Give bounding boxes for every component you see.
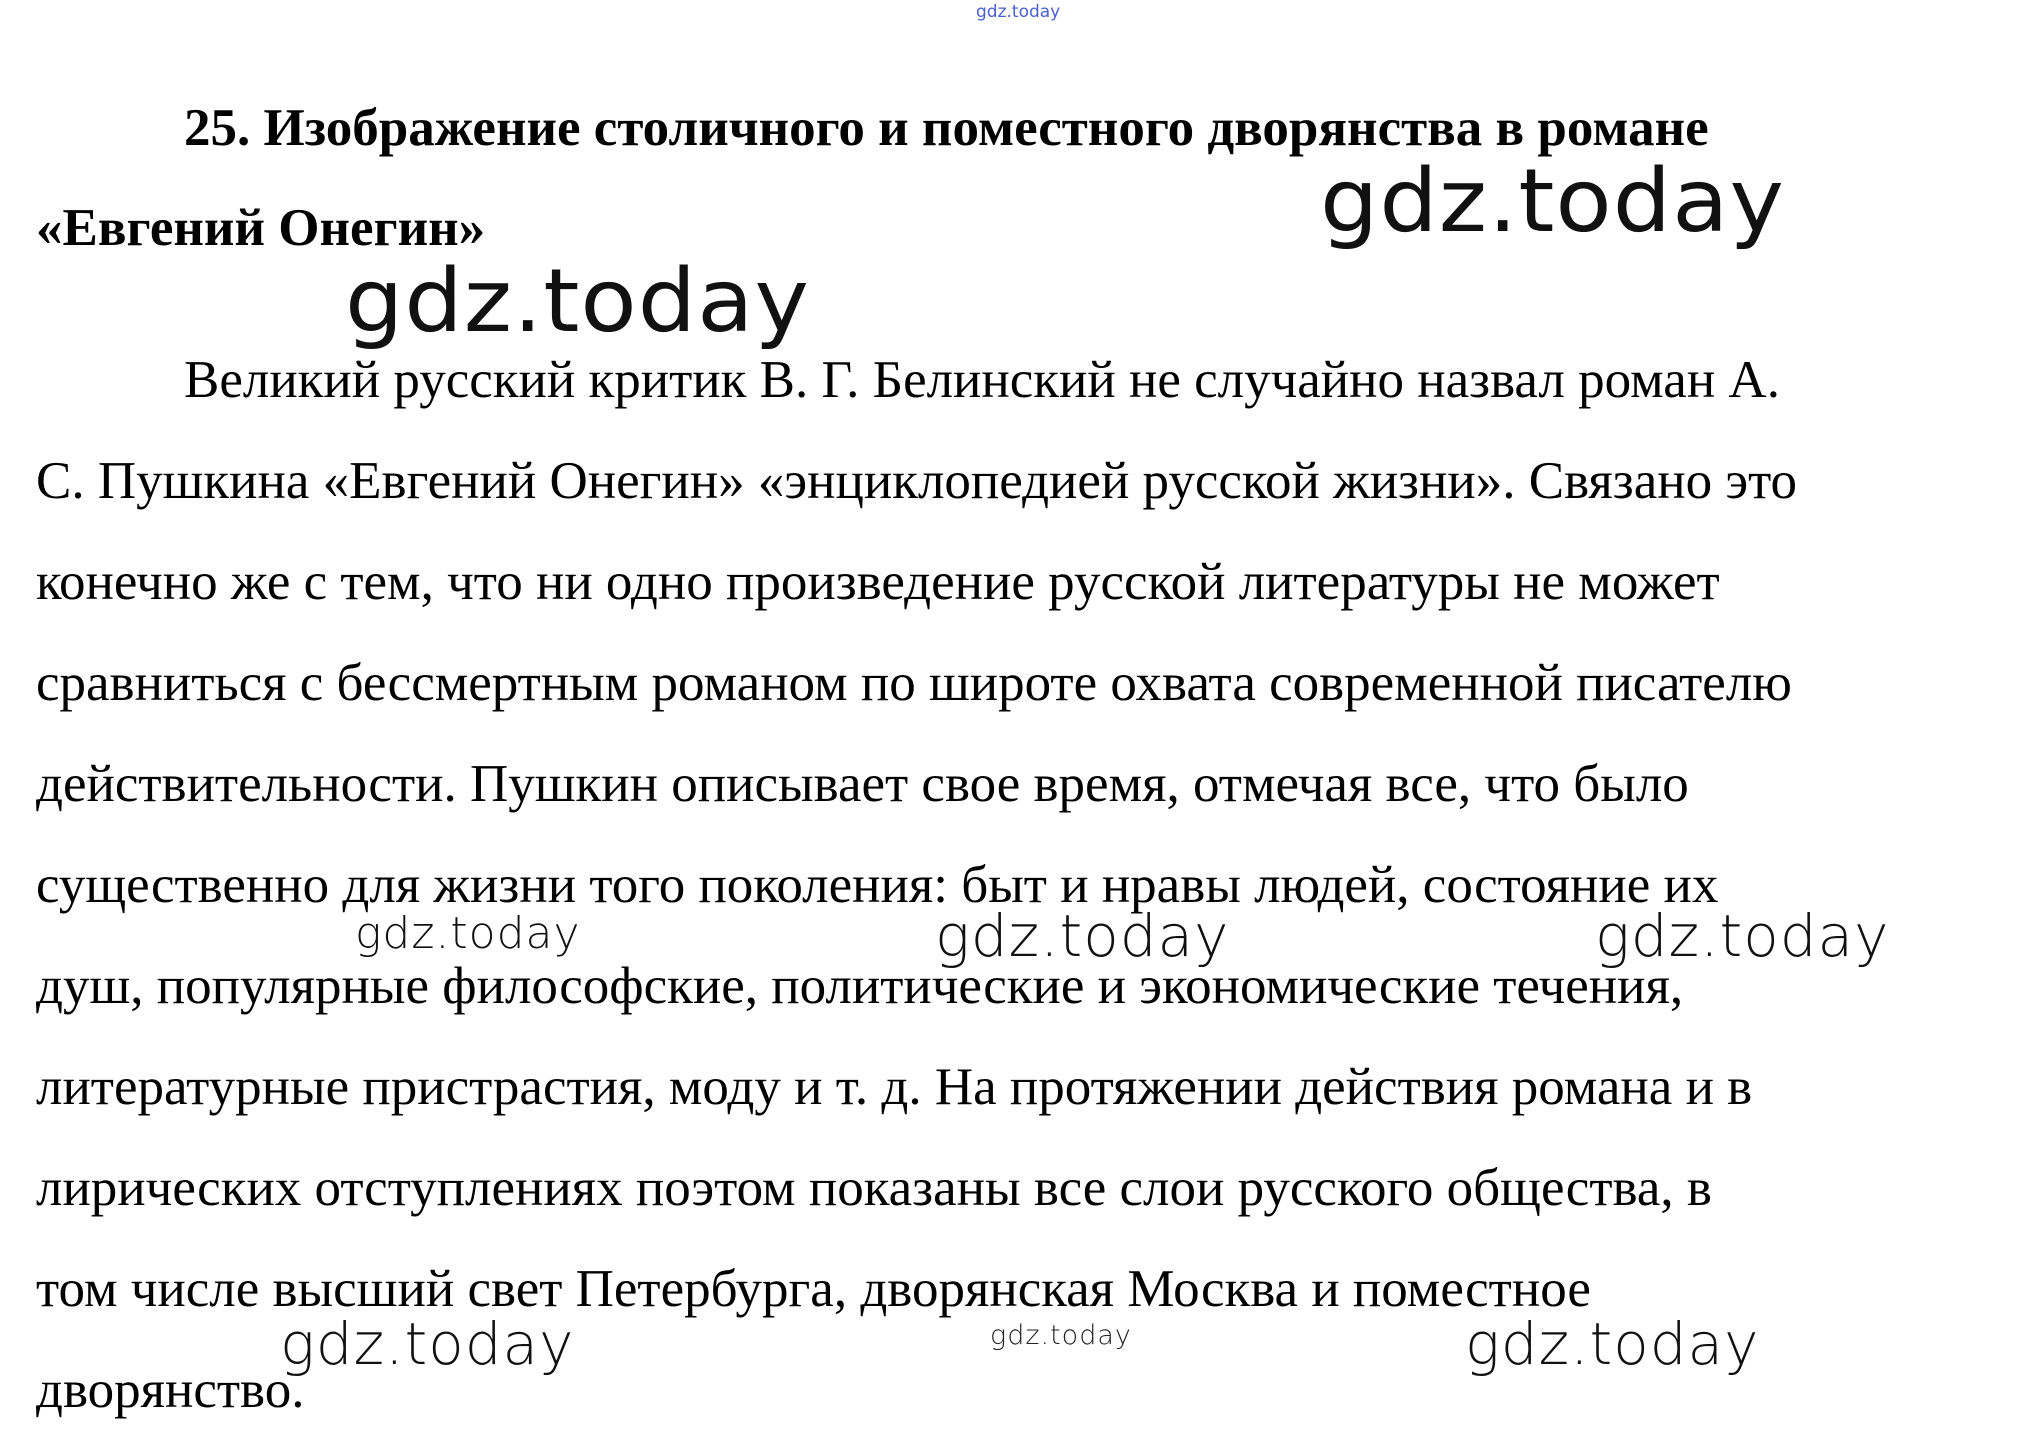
text-line: том числе высший свет Петербурга, дворянская Москва и поместное	[36, 1260, 1591, 1318]
watermark: gdz.today	[935, 902, 1230, 970]
text-line: литературные пристрастия, моду и т. д. На протяжении действия романа и в	[36, 1058, 1753, 1116]
watermark: gdz.today	[345, 250, 810, 352]
title-line-2: «Евгений Онегин»	[36, 199, 486, 257]
watermark: gdz.today	[1595, 902, 1890, 970]
watermark: gdz.today	[990, 1320, 1132, 1351]
watermark: gdz.today	[280, 1310, 575, 1378]
watermark: gdz.today	[1320, 150, 1785, 252]
text-line: Великий русский критик В. Г. Белинский не случайно назвал роман А.	[184, 351, 1780, 409]
text-line: действительности. Пушкин описывает свое время, отмечая все, что было	[36, 755, 1689, 813]
text-line: С. Пушкина «Евгений Онегин» «энциклопедией русской жизни». Связано это	[36, 452, 1798, 510]
text-line: существенно для жизни того поколения: быт и нравы людей, состояние их	[36, 856, 1719, 914]
text-line: сравниться с бессмертным романом по широте охвата современной писателю	[36, 654, 1792, 712]
text-line: душ, популярные философские, политические и экономические течения,	[36, 957, 1684, 1015]
watermark: gdz.today	[355, 908, 581, 959]
text-line: лирических отступлениях поэтом показаны все слои русского общества, в	[36, 1159, 1712, 1217]
top-watermark: gdz.today	[976, 2, 1061, 22]
text-line: конечно же с тем, что ни одно произведение русской литературы не может	[36, 553, 1720, 611]
text-line: дворянство.	[36, 1361, 305, 1419]
watermark: gdz.today	[1465, 1310, 1760, 1378]
body-paragraph	[36, 330, 1797, 1441]
title-line-1: 25. Изображение столичного и поместного дворянства в романе	[184, 99, 1709, 157]
